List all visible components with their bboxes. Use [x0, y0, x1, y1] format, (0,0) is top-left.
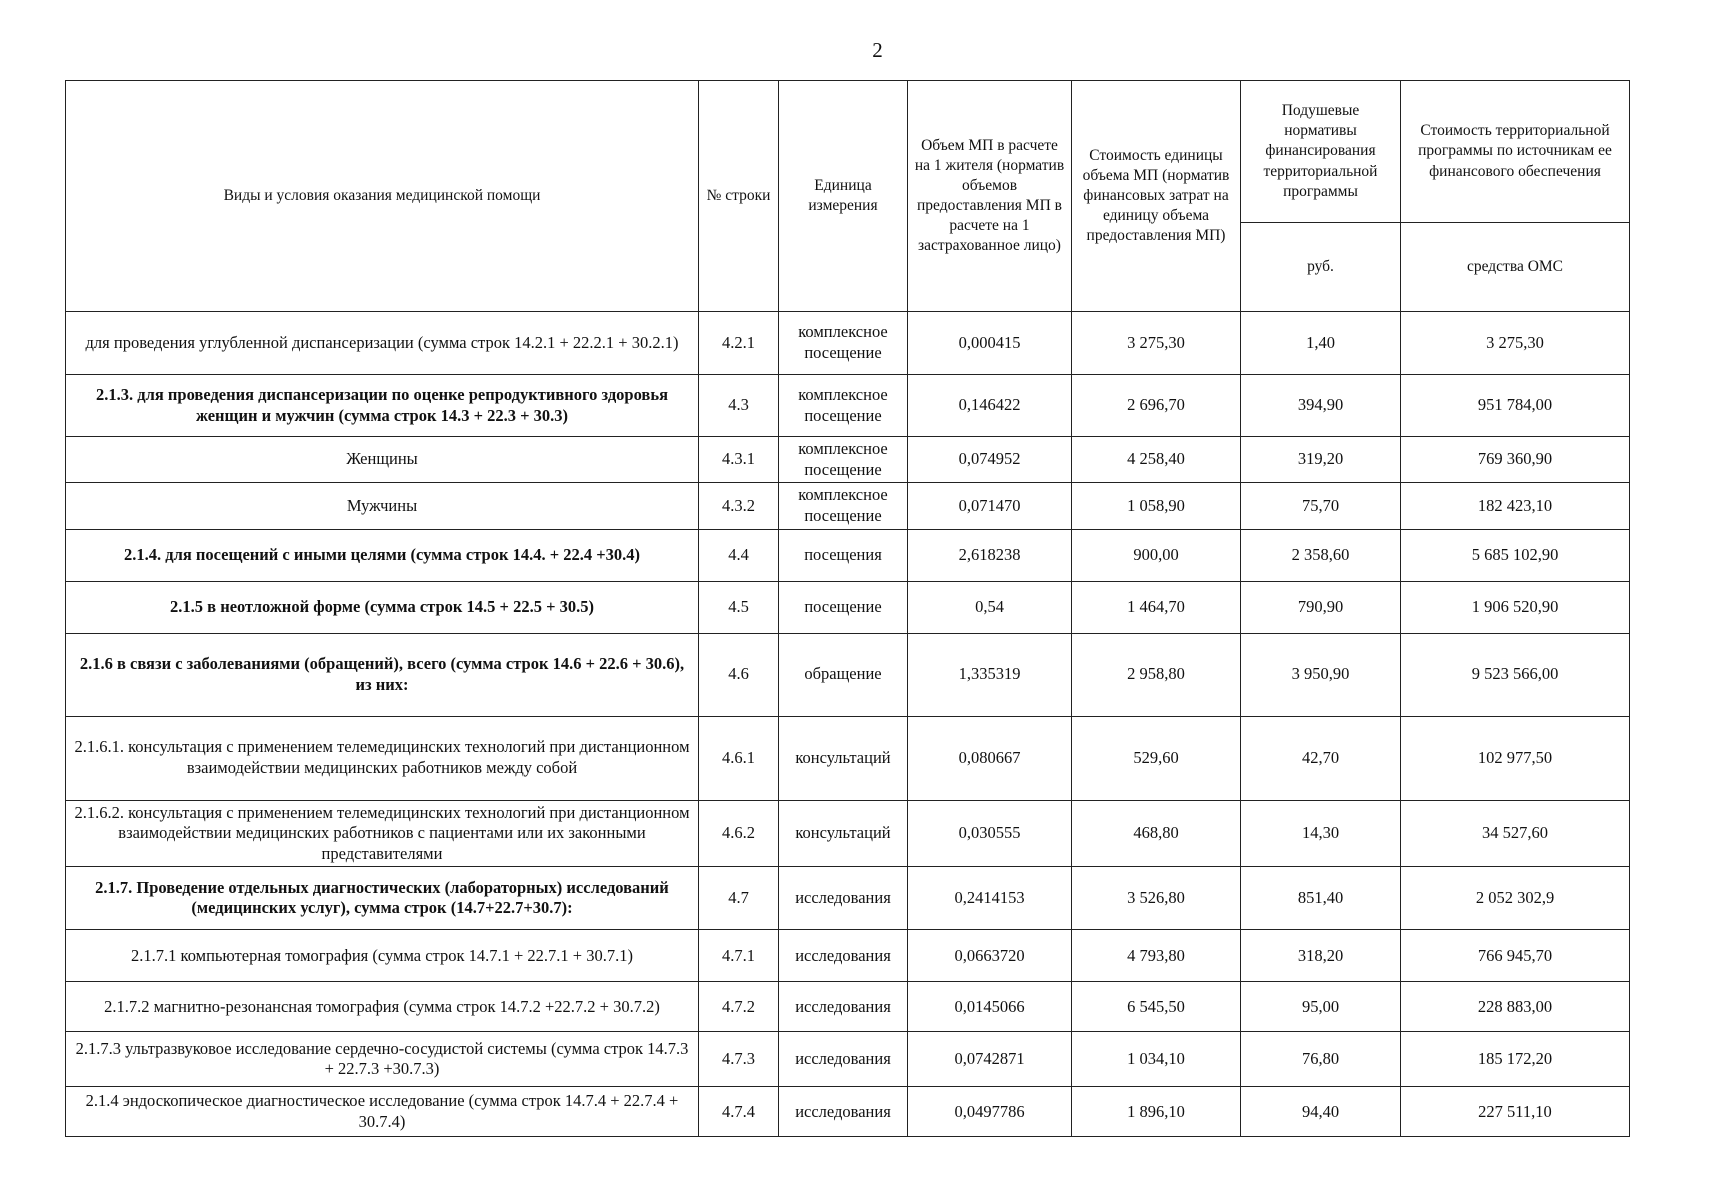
- header-unit: Единица измерения: [779, 81, 908, 312]
- row-unit: исследования: [779, 1087, 908, 1137]
- row-name: Мужчины: [66, 483, 699, 529]
- row-oms-total: 9 523 566,00: [1401, 633, 1630, 716]
- row-volume: 0,000415: [908, 312, 1072, 375]
- row-volume: 0,0663720: [908, 930, 1072, 982]
- row-unit-cost: 1 034,10: [1072, 1032, 1241, 1087]
- row-number: 4.7: [699, 867, 779, 930]
- row-oms-total: 1 906 520,90: [1401, 581, 1630, 633]
- table-row: [66, 633, 1630, 716]
- row-name: 2.1.6.1. консультация с применением телемедицинских технологий при дистанционном взаимодействии медицинских работников между собой: [66, 716, 699, 800]
- table-header: [66, 81, 1630, 312]
- row-volume: 0,54: [908, 581, 1072, 633]
- row-unit: исследования: [779, 982, 908, 1032]
- row-number: 4.7.1: [699, 930, 779, 982]
- row-number: 4.7.3: [699, 1032, 779, 1087]
- row-unit-cost: 468,80: [1072, 800, 1241, 867]
- row-volume: 0,2414153: [908, 867, 1072, 930]
- row-number: 4.6: [699, 633, 779, 716]
- row-unit-cost: 2 958,80: [1072, 633, 1241, 716]
- table-row: [66, 1032, 1630, 1087]
- table-row: [66, 581, 1630, 633]
- medical-care-table: [65, 80, 1630, 1137]
- row-unit: комплексное посещение: [779, 437, 908, 483]
- row-name: 2.1.6 в связи с заболеваниями (обращений), всего (сумма строк 14.6 + 22.6 + 30.6), из них:: [66, 633, 699, 716]
- table-row: [66, 483, 1630, 529]
- row-unit-cost: 3 275,30: [1072, 312, 1241, 375]
- row-volume: 0,074952: [908, 437, 1072, 483]
- table-row: [66, 375, 1630, 437]
- row-volume: 0,071470: [908, 483, 1072, 529]
- row-name: 2.1.6.2. консультация с применением телемедицинских технологий при дистанционном взаимодействии медицинских работников с пациентами или их законными представителями: [66, 800, 699, 867]
- row-oms-total: 2 052 302,9: [1401, 867, 1630, 930]
- row-oms-total: 5 685 102,90: [1401, 529, 1630, 581]
- row-volume: 0,030555: [908, 800, 1072, 867]
- page-number: 2: [872, 38, 883, 62]
- row-number: 4.3.2: [699, 483, 779, 529]
- header-per-capita: Подушевые нормативы финансирования территориальной программы: [1241, 81, 1401, 223]
- header-types: Виды и условия оказания медицинской помощи: [66, 81, 699, 312]
- row-name: 2.1.5 в неотложной форме (сумма строк 14.5 + 22.5 + 30.5): [66, 581, 699, 633]
- row-number: 4.6.2: [699, 800, 779, 867]
- row-unit-cost: 3 526,80: [1072, 867, 1241, 930]
- row-unit: исследования: [779, 867, 908, 930]
- header-rub: руб.: [1241, 223, 1401, 312]
- row-volume: 1,335319: [908, 633, 1072, 716]
- table-row: [66, 529, 1630, 581]
- row-volume: 0,080667: [908, 716, 1072, 800]
- row-unit-cost: 1 896,10: [1072, 1087, 1241, 1137]
- row-name: 2.1.7.2 магнитно-резонансная томография (сумма строк 14.7.2 +22.7.2 + 30.7.2): [66, 982, 699, 1032]
- row-oms-total: 185 172,20: [1401, 1032, 1630, 1087]
- row-per-capita: 42,70: [1241, 716, 1401, 800]
- row-unit: обращение: [779, 633, 908, 716]
- table-row: [66, 930, 1630, 982]
- row-name: Женщины: [66, 437, 699, 483]
- row-per-capita: 851,40: [1241, 867, 1401, 930]
- row-unit-cost: 529,60: [1072, 716, 1241, 800]
- header-program-cost: Стоимость территориальной программы по источникам ее финансового обеспечения: [1401, 81, 1630, 223]
- row-per-capita: 2 358,60: [1241, 529, 1401, 581]
- row-per-capita: 319,20: [1241, 437, 1401, 483]
- row-per-capita: 14,30: [1241, 800, 1401, 867]
- row-unit-cost: 2 696,70: [1072, 375, 1241, 437]
- row-oms-total: 951 784,00: [1401, 375, 1630, 437]
- row-number: 4.7.4: [699, 1087, 779, 1137]
- table-row: [66, 716, 1630, 800]
- row-name: 2.1.4. для посещений с иными целями (сумма строк 14.4. + 22.4 +30.4): [66, 529, 699, 581]
- row-unit-cost: 4 258,40: [1072, 437, 1241, 483]
- row-unit: комплексное посещение: [779, 312, 908, 375]
- row-oms-total: 228 883,00: [1401, 982, 1630, 1032]
- row-number: 4.3: [699, 375, 779, 437]
- row-number: 4.3.1: [699, 437, 779, 483]
- header-oms: средства ОМС: [1401, 223, 1630, 312]
- header-unit-cost: Стоимость единицы объема МП (норматив финансовых затрат на единицу объема предоставления МП): [1072, 81, 1241, 312]
- row-name: 2.1.4 эндоскопическое диагностическое исследование (сумма строк 14.7.4 + 22.7.4 + 30.7.4): [66, 1087, 699, 1137]
- row-unit: исследования: [779, 1032, 908, 1087]
- row-unit: комплексное посещение: [779, 483, 908, 529]
- row-unit: исследования: [779, 930, 908, 982]
- table-body: [66, 312, 1630, 1137]
- row-per-capita: 1,40: [1241, 312, 1401, 375]
- row-unit-cost: 900,00: [1072, 529, 1241, 581]
- row-unit: комплексное посещение: [779, 375, 908, 437]
- table-row: [66, 982, 1630, 1032]
- row-number: 4.7.2: [699, 982, 779, 1032]
- table-row: [66, 800, 1630, 867]
- row-per-capita: 76,80: [1241, 1032, 1401, 1087]
- row-oms-total: 766 945,70: [1401, 930, 1630, 982]
- row-number: 4.2.1: [699, 312, 779, 375]
- row-per-capita: 394,90: [1241, 375, 1401, 437]
- row-per-capita: 75,70: [1241, 483, 1401, 529]
- row-oms-total: 102 977,50: [1401, 716, 1630, 800]
- row-oms-total: 227 511,10: [1401, 1087, 1630, 1137]
- row-unit: консультаций: [779, 800, 908, 867]
- table-row: [66, 867, 1630, 930]
- row-oms-total: 3 275,30: [1401, 312, 1630, 375]
- row-volume: 0,0497786: [908, 1087, 1072, 1137]
- header-row-number: № строки: [699, 81, 779, 312]
- row-unit-cost: 1 058,90: [1072, 483, 1241, 529]
- row-number: 4.6.1: [699, 716, 779, 800]
- row-unit-cost: 4 793,80: [1072, 930, 1241, 982]
- row-per-capita: 95,00: [1241, 982, 1401, 1032]
- row-volume: 0,0742871: [908, 1032, 1072, 1087]
- row-unit: консультаций: [779, 716, 908, 800]
- row-name: для проведения углубленной диспансеризации (сумма строк 14.2.1 + 22.2.1 + 30.2.1): [66, 312, 699, 375]
- row-per-capita: 790,90: [1241, 581, 1401, 633]
- row-oms-total: 182 423,10: [1401, 483, 1630, 529]
- row-name: 2.1.7. Проведение отдельных диагностических (лабораторных) исследований (медицинских услуг), сумма строк (14.7+22.7+30.7):: [66, 867, 699, 930]
- row-name: 2.1.7.1 компьютерная томография (сумма строк 14.7.1 + 22.7.1 + 30.7.1): [66, 930, 699, 982]
- row-number: 4.4: [699, 529, 779, 581]
- row-volume: 0,146422: [908, 375, 1072, 437]
- table-row: [66, 1087, 1630, 1137]
- row-unit: посещения: [779, 529, 908, 581]
- row-name: 2.1.3. для проведения диспансеризации по оценке репродуктивного здоровья женщин и мужчин (сумма строк 14.3 + 22.3 + 30.3): [66, 375, 699, 437]
- row-per-capita: 318,20: [1241, 930, 1401, 982]
- table-row: [66, 437, 1630, 483]
- row-oms-total: 769 360,90: [1401, 437, 1630, 483]
- row-unit-cost: 1 464,70: [1072, 581, 1241, 633]
- row-volume: 2,618238: [908, 529, 1072, 581]
- row-unit-cost: 6 545,50: [1072, 982, 1241, 1032]
- row-per-capita: 94,40: [1241, 1087, 1401, 1137]
- row-name: 2.1.7.3 ультразвуковое исследование сердечно-сосудистой системы (сумма строк 14.7.3 + 22.7.3 +30.7.3): [66, 1032, 699, 1087]
- row-unit: посещение: [779, 581, 908, 633]
- header-volume: Объем МП в расчете на 1 жителя (норматив объемов предоставления МП в расчете на 1 застрахованное лицо): [908, 81, 1072, 312]
- row-oms-total: 34 527,60: [1401, 800, 1630, 867]
- row-number: 4.5: [699, 581, 779, 633]
- table-row: [66, 312, 1630, 375]
- row-volume: 0,0145066: [908, 982, 1072, 1032]
- row-per-capita: 3 950,90: [1241, 633, 1401, 716]
